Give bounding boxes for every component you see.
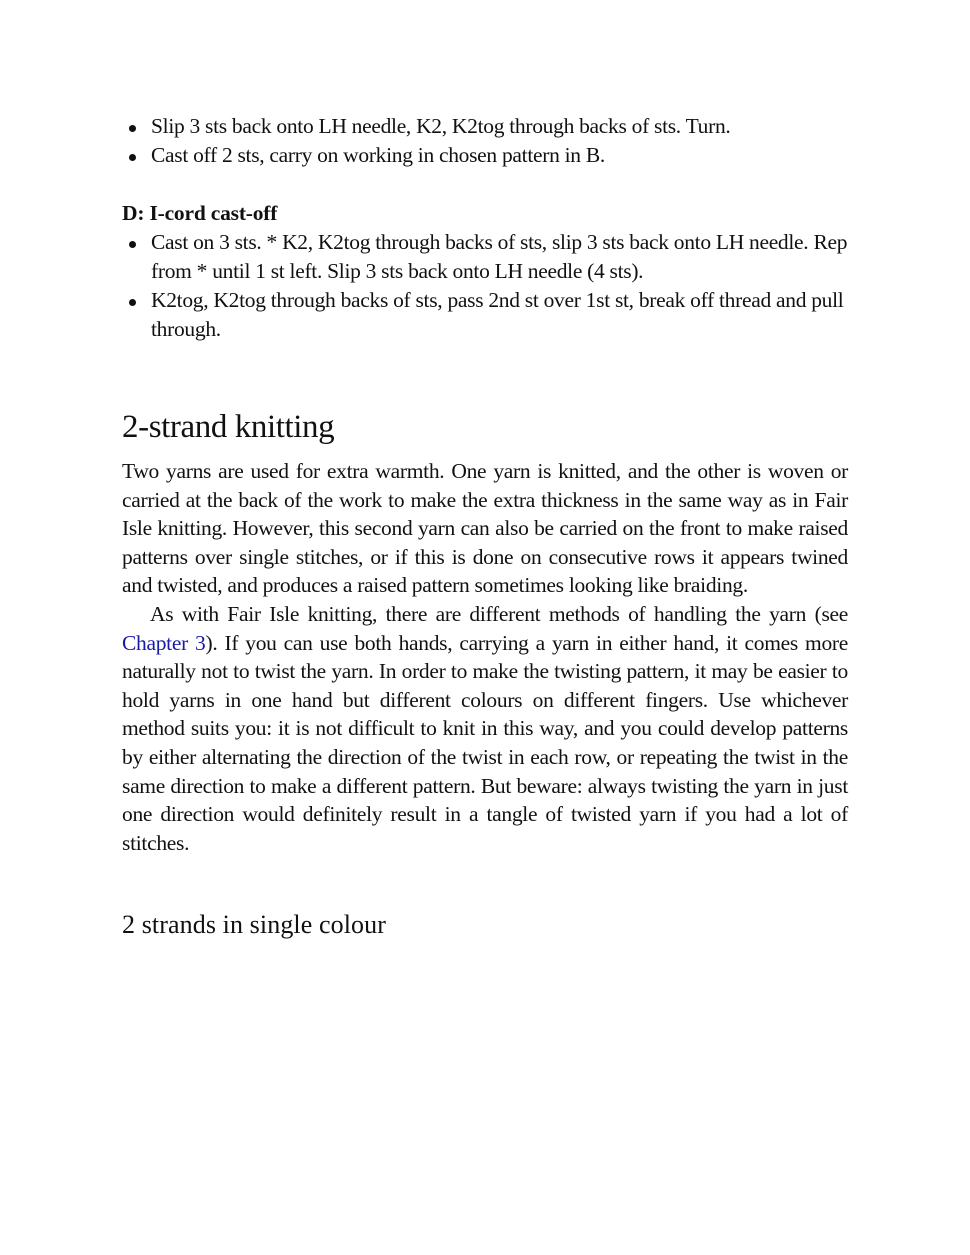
document-page: [122, 112, 848, 941]
bullet-icon: [129, 154, 136, 161]
subsection-title: 2 strands in single colour: [122, 910, 387, 940]
paragraph-text: As with Fair Isle knitting, there are different methods of handling the yarn (see: [150, 601, 848, 626]
list-item-text: K2tog, K2tog through backs of sts, pass 2nd st over 1st st, break off thread and pull through.: [151, 288, 844, 341]
list-item-text: Cast off 2 sts, carry on working in chosen pattern in B.: [151, 143, 605, 167]
list-item: [122, 112, 848, 141]
section-d-steps-list: [122, 228, 848, 344]
chapter-3-link[interactable]: Chapter 3: [122, 630, 206, 655]
list-item: [122, 228, 848, 286]
section-title: 2-strand knitting: [122, 409, 335, 445]
bullet-icon: [129, 299, 136, 306]
list-item-text: Cast on 3 sts. * K2, K2tog through backs of sts, slip 3 sts back onto LH needle. Rep from * until 1 st left. Slip 3 sts back onto LH needle (4 sts).: [151, 230, 848, 283]
list-item-text: Slip 3 sts back onto LH needle, K2, K2tog through backs of sts. Turn.: [151, 114, 731, 138]
paragraph-text: ). If you can use both hands, carrying a yarn in either hand, it comes more naturally not to twist the yarn. In order to make the twisting pattern, it may be easier to hold yarns in one hand but different colours on different fingers. Use whichever method suits you: it is not difficult to knit in this way, and you could develop patterns by either alternating the direction of the twist in each row, or repeating the twist in the same direction to make a different pattern. But beware: always twisting the yarn in just one direction would definitely result in a tangle of twisted yarn if you had a lot of stitches.: [122, 630, 849, 855]
body-paragraph: Two yarns are used for extra warmth. One yarn is knitted, and the other is woven or carried at the back of the work to make the extra thickness in the same way as in Fair Isle knitting. However, this second yarn can also be carried on the front to make raised patterns over single stitches, or if this is done on consecutive rows it appears twined and twisted, and produces a raised pattern sometimes looking like braiding.: [122, 459, 848, 598]
bullet-icon: [129, 241, 136, 248]
cast-off-c-steps-list: [122, 112, 848, 170]
list-item: [122, 141, 848, 170]
section-d-heading: D: I-cord cast-off: [122, 201, 278, 225]
body-paragraph: [122, 600, 848, 857]
list-item: [122, 286, 848, 344]
bullet-icon: [129, 125, 136, 132]
